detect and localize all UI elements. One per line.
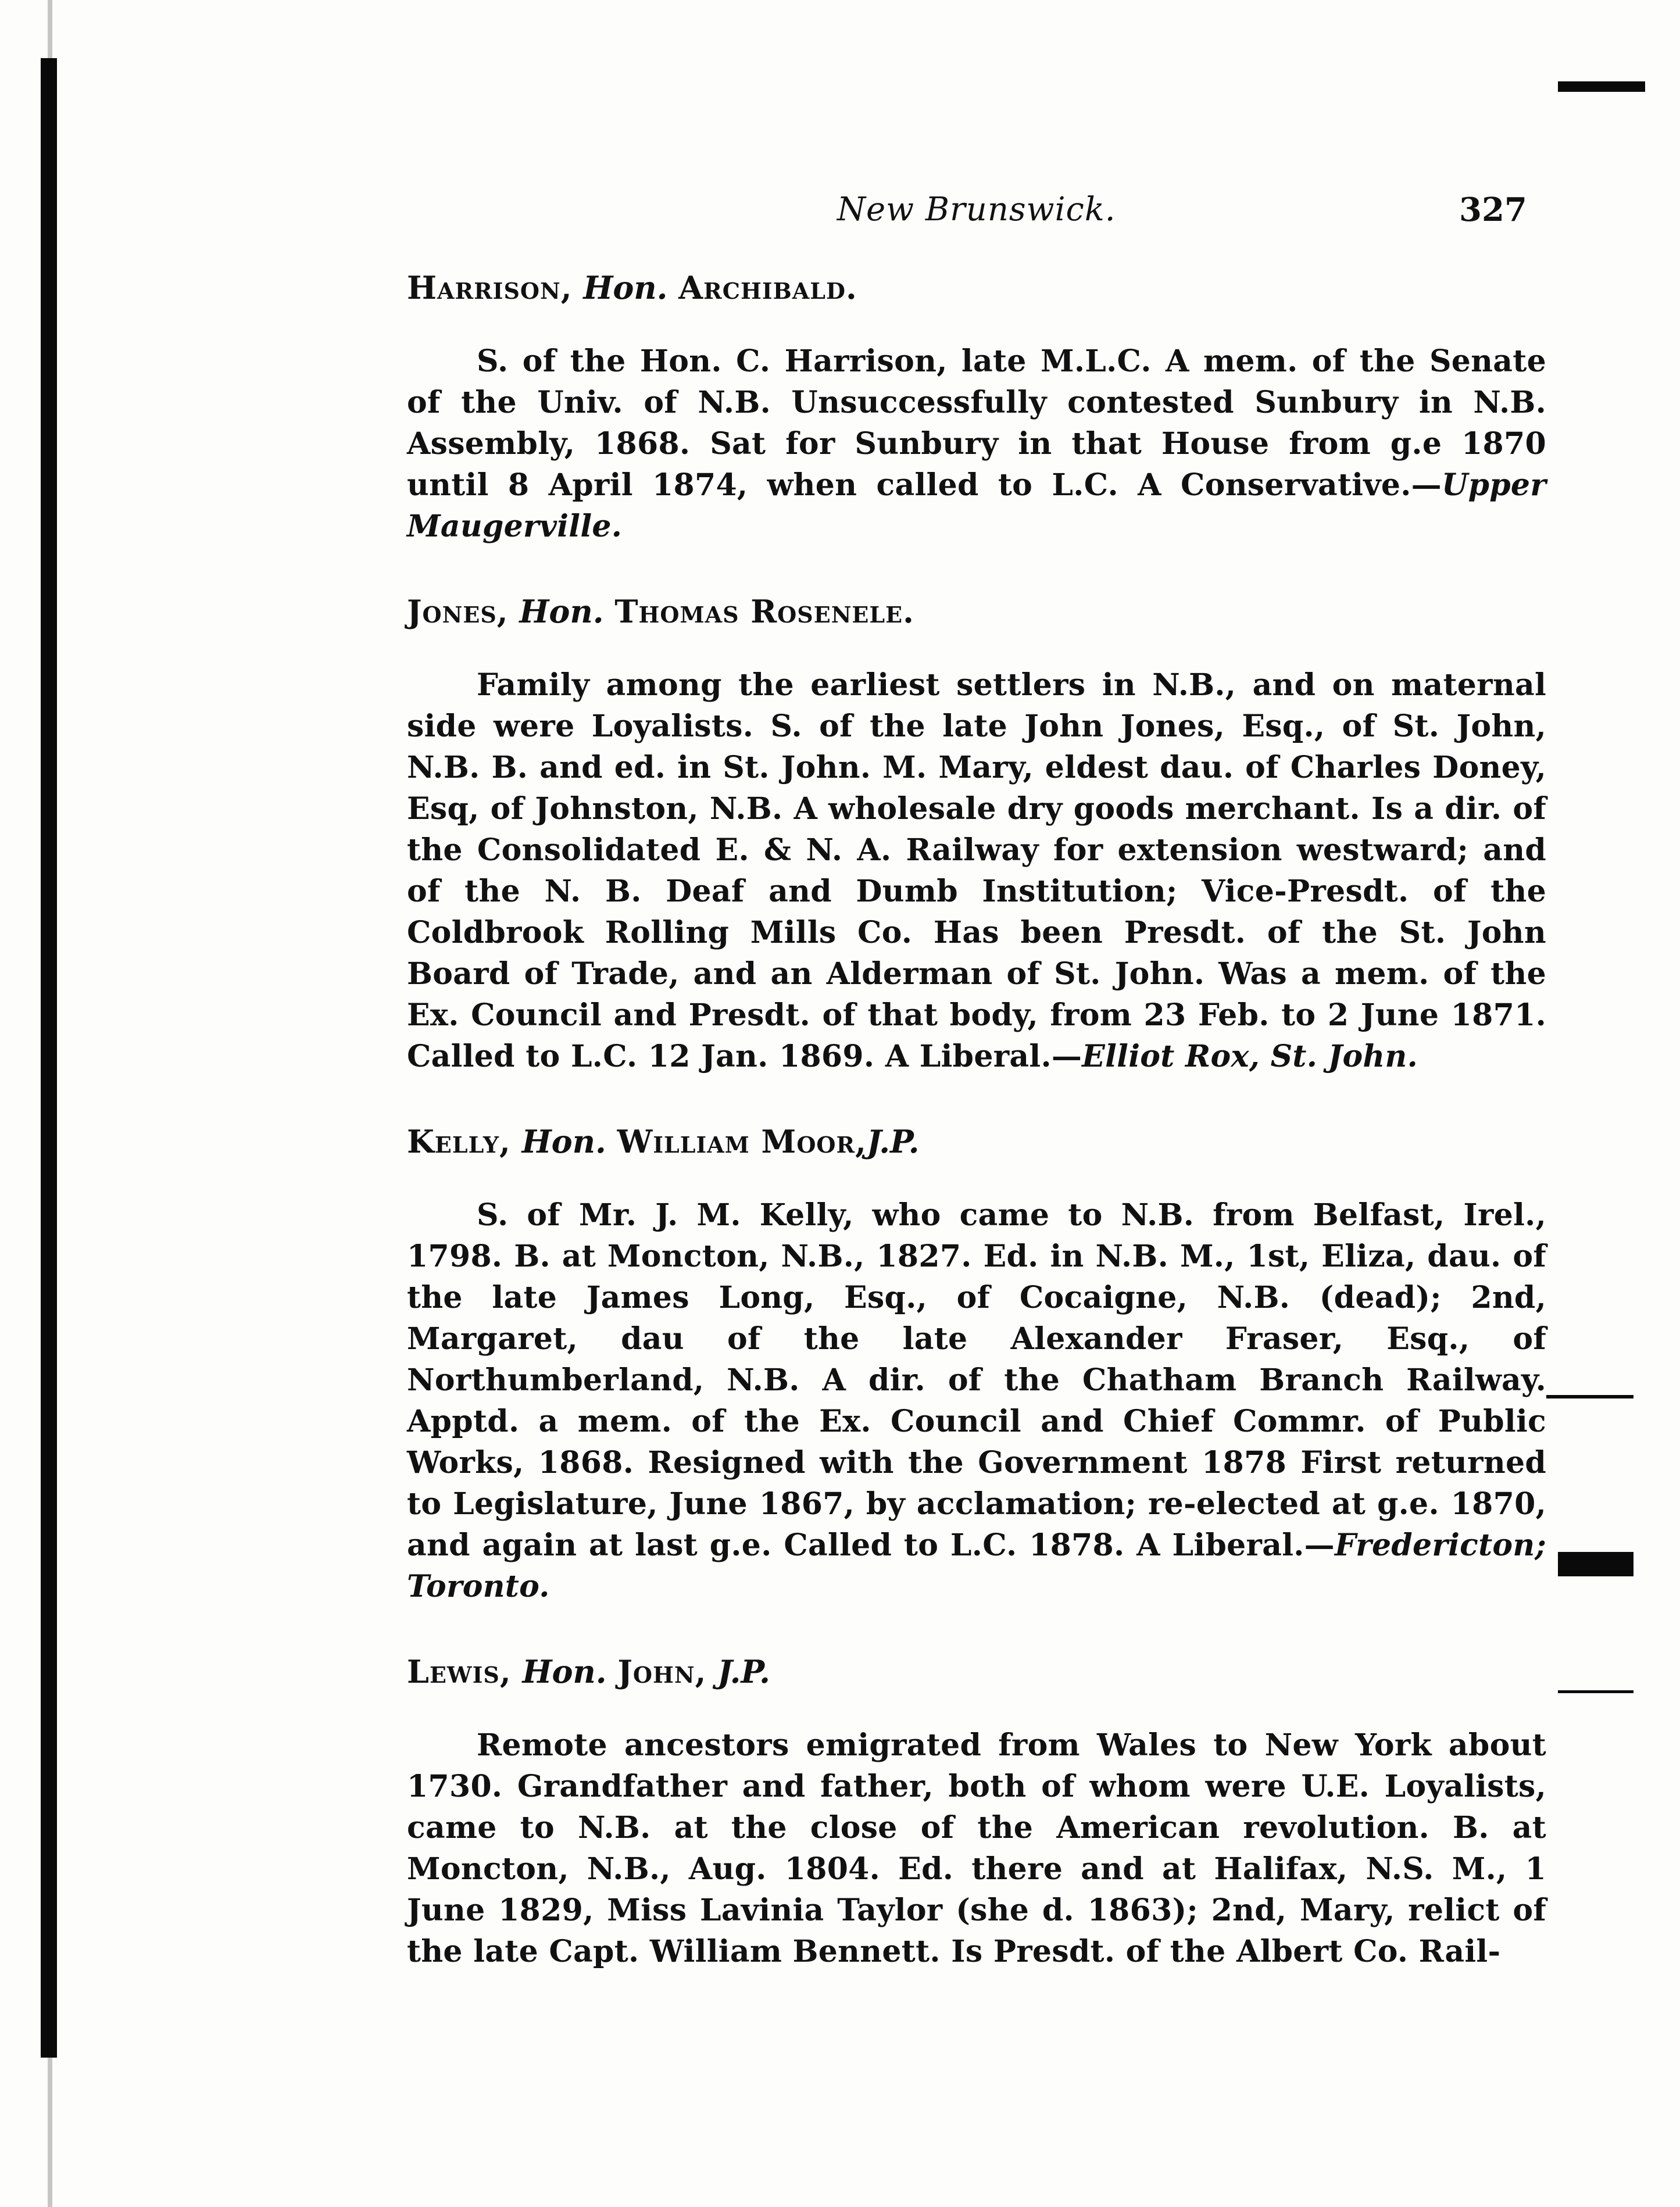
entry-residence: Fredericton; Toronto. — [407, 1528, 1546, 1604]
entry-surname: Harrison, — [407, 269, 573, 306]
entry-heading — [407, 1651, 1546, 1692]
entry-suffix: J.P. — [717, 1653, 770, 1690]
scan-edge-mark-middle — [1546, 1395, 1633, 1398]
entry-surname: Jones, — [407, 593, 509, 630]
entry-body — [407, 1725, 1546, 1972]
entry-heading — [407, 1121, 1546, 1162]
entry-honorific: Hon. — [583, 269, 668, 306]
entry-harrison — [407, 267, 1546, 547]
entry-body — [407, 664, 1546, 1077]
entry-jones — [407, 591, 1546, 1077]
entry-lewis — [407, 1651, 1546, 1972]
page-header — [0, 191, 1680, 237]
entry-given-names: William Moor, — [617, 1123, 867, 1160]
entry-body-text: S. of Mr. J. M. Kelly, who came to N.B. from Belfast, Irel., 1798. B. at Moncton, N.B., 1827. Ed. in N.B. M., 1st, Eliza, dau. of the late James Long, Esq., of Cocaigne, N.B. (dead); 2nd, Margaret, dau of the late Alexander Fraser, Esq., of Northumberland, N.B. A dir. of the Chatham Branch Railway. Apptd. a mem. of the Ex. Council and Chief Commr. of Public Works, 1868. Resigned with the Government 1878 First returned to Legislature, June 1867, by acclamation; re-elected at g.e. 1870, and again at last g.e. Called to L.C. 1878. A Liberal.— — [407, 1197, 1546, 1563]
entry-kelly — [407, 1121, 1546, 1607]
entry-honorific: Hon. — [522, 1653, 607, 1690]
scan-binding-bar — [41, 58, 57, 2058]
scan-edge-mark-top — [1558, 81, 1645, 92]
running-head: New Brunswick. — [837, 191, 1116, 228]
entry-body-text: S. of the Hon. C. Harrison, late M.L.C. A mem. of the Senate of the Univ. of N.B. Unsuccessfully contested Sunbury in N.B. Assembly, 1868. Sat for Sunbury in that House from g.e 1870 until 8 April 1874, when called to L.C. A Conservative.— — [407, 344, 1546, 503]
entry-surname: Lewis, — [407, 1653, 512, 1690]
entry-residence: Upper Maugerville. — [407, 467, 1546, 544]
entry-heading — [407, 267, 1546, 308]
page-number: 327 — [1459, 191, 1527, 229]
entry-body — [407, 1194, 1546, 1607]
entry-honorific: Hon. — [519, 593, 604, 630]
entry-given-names: John, — [617, 1653, 707, 1690]
entry-body-text: Remote ancestors emigrated from Wales to New York about 1730. Grandfather and father, both of whom were U.E. Loyalists, came to N.B. at the close of the American revolution. B. at Moncton, N.B., Aug. 1804. Ed. there and at Halifax, N.S. M., 1 June 1829, Miss Lavinia Taylor (she d. 1863); 2nd, Mary, relict of the late Capt. William Bennett. Is Presdt. of the Albert Co. Rail- — [407, 1727, 1546, 1969]
entry-suffix: J.P. — [866, 1123, 920, 1160]
scan-edge-mark-block — [1558, 1552, 1633, 1576]
entry-heading — [407, 591, 1546, 632]
entry-body-text: Family among the earliest settlers in N.B., and on maternal side were Loyalists. S. of the late John Jones, Esq., of St. John, N.B. B. and ed. in St. John. M. Mary, eldest dau. of Charles Doney, Esq, of Johnston, N.B. A wholesale dry goods merchant. Is a dir. of the Consolidated E. & N. A. Railway for extension westward; and of the N. B. Deaf and Dumb Institution; Vice-Presdt. of the Coldbrook Rolling Mills Co. Has been Presdt. of the St. John Board of Trade, and an Alderman of St. John. Was a mem. of the Ex. Council and Presdt. of that body, from 23 Feb. to 2 June 1871. Called to L.C. 12 Jan. 1869. A Liberal.— — [407, 667, 1546, 1074]
text-column — [407, 267, 1546, 2016]
entry-residence: Elliot Rox, St. John. — [1082, 1039, 1418, 1074]
entry-given-names: Archibald. — [678, 269, 857, 306]
entry-given-names: Thomas Rosenele. — [614, 593, 914, 630]
scan-edge-mark-lower — [1558, 1690, 1633, 1693]
entry-surname: Kelly, — [407, 1123, 511, 1160]
entry-honorific: Hon. — [521, 1123, 606, 1160]
entry-body — [407, 341, 1546, 547]
